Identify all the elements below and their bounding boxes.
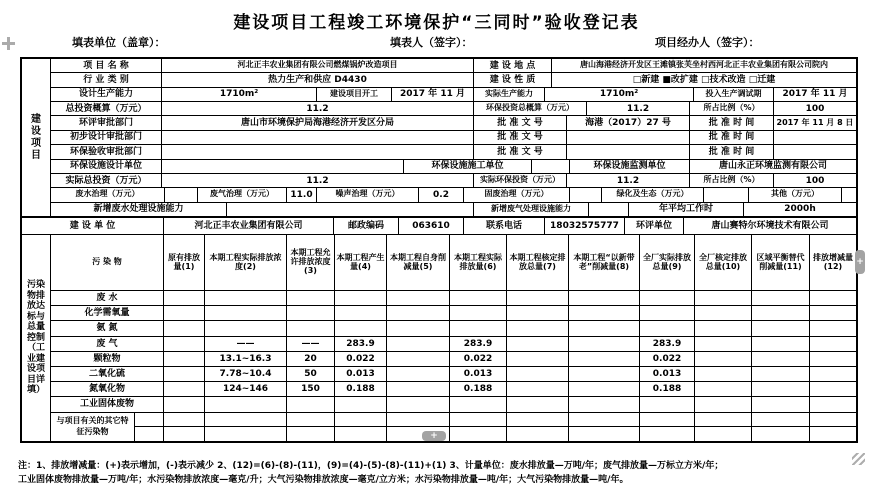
form-label-cell: 本期工程实际排放浓度(2): [205, 235, 287, 290]
add-row-button[interactable]: +: [422, 431, 446, 441]
form-label-cell: 二氧化硫: [51, 367, 164, 381]
form-value-cell: [569, 367, 640, 381]
form-label-cell: 本期工程自身削减量(5): [387, 235, 450, 290]
form-value-cell: [507, 321, 569, 335]
form-value-cell: [810, 306, 856, 320]
form-value-cell: [569, 413, 640, 427]
form-value-cell: [507, 427, 569, 441]
form-value-cell: [752, 306, 810, 320]
table-row: [51, 203, 856, 216]
form-value-cell: [335, 321, 387, 335]
form-value-cell: □新建 ■改扩建 □技术改造 □迁建: [632, 75, 776, 85]
form-value-cell: 2017 年 11 月 8 日: [776, 117, 854, 127]
form-value-cell: [640, 291, 695, 305]
form-value-cell: [810, 337, 856, 351]
form-label-cell: 批 准 文 号: [474, 116, 567, 129]
form-value-cell: [165, 188, 198, 201]
form-value-cell: [569, 427, 640, 441]
form-value-cell: [695, 352, 752, 366]
form-value-cell: 0.188: [450, 382, 507, 396]
form-value-cell: [752, 413, 810, 427]
form-label-cell: 实际环保投资（万元）: [474, 174, 567, 187]
table-row: [51, 306, 856, 321]
form-value-cell: [695, 367, 752, 381]
form-value-cell: [387, 367, 450, 381]
form-label-cell: 新增废气处理设施能力: [474, 203, 589, 216]
form-label-cell: 所占比例（%）: [690, 174, 774, 187]
form-value-cell: [589, 203, 629, 216]
form-value-cell: [164, 291, 205, 305]
form-value-cell: 11.2: [162, 174, 474, 187]
form-value-cell: [695, 382, 752, 396]
form-label-cell: 联系电话: [464, 218, 545, 234]
table-row: [51, 116, 856, 130]
table-row: [51, 131, 856, 145]
form-value-cell: [164, 367, 205, 381]
form-value-cell: 河北正丰农业集团有限公司: [164, 218, 334, 234]
construction-unit-row: [22, 218, 856, 235]
form-label-cell: 批 准 时 间: [690, 145, 774, 158]
pollutant-section-side-label: 污染物排放达标与总量控制（工业建设项目详填）: [22, 235, 51, 441]
form-value-cell: 0.188: [640, 382, 695, 396]
form-label-cell: 行 业 类 别: [51, 73, 162, 86]
form-label-cell: 废水治理（万元）: [51, 188, 165, 201]
form-value-cell: 唐山市环境保护局海港经济开发区分局: [162, 116, 474, 129]
table-row: [51, 145, 856, 159]
table-row: [51, 291, 856, 306]
form-value-cell: [205, 427, 287, 441]
form-value-cell: [450, 427, 507, 441]
form-value-cell: [164, 397, 205, 411]
form-value-cell: [205, 321, 287, 335]
form-label-cell: 固废治理（万元）: [464, 188, 570, 201]
form-value-cell: [135, 427, 164, 441]
form-value-cell: 0.022: [450, 352, 507, 366]
form-value-cell: 2017 年 11 月: [392, 88, 474, 101]
form-value-cell: [205, 397, 287, 411]
form-value-cell: [162, 145, 474, 158]
form-value-cell: [164, 321, 205, 335]
form-label-cell: 污 染 物: [51, 235, 164, 290]
project-handler-label: 项目经办人（签字）：: [655, 36, 760, 49]
form-value-cell: [450, 413, 507, 427]
form-value-cell: [752, 291, 810, 305]
table-row: [51, 160, 856, 174]
footnotes: [18, 459, 864, 487]
form-label-cell: 邮政编码: [334, 218, 399, 234]
form-value-cell: [164, 306, 205, 320]
add-column-button[interactable]: +: [855, 250, 865, 274]
form-value-cell: 唐山赛特尔环境技术有限公司: [711, 220, 829, 231]
form-label-cell: 排放增减量(12): [813, 252, 853, 271]
footnote-line-1: 注：1、排放增减量：(+)表示增加，(-)表示减少 2、(12)=(6)-(8)-(11)，(9)=(4)-(5)-(8)-(11)+(1) 3、计量单位：废水排放量—万吨/年；废气排放量—万标立方米/年；: [18, 461, 724, 471]
form-value-cell: [569, 321, 640, 335]
form-label-cell: 工业固体废物: [51, 397, 164, 411]
form-label-cell: 与项目有关的其它特征污染物: [51, 413, 135, 441]
form-value-cell: [164, 413, 205, 427]
form-value-cell: [752, 321, 810, 335]
form-value-cell: [135, 413, 164, 427]
table-row: [51, 367, 856, 382]
project-info-section: [22, 59, 856, 218]
form-value-cell: 13.1~16.3: [205, 352, 287, 366]
form-value-cell: [569, 337, 640, 351]
table-row: [51, 102, 856, 116]
form-value-cell: 海港（2017）27 号: [567, 116, 690, 129]
form-value-cell: [164, 337, 205, 351]
form-label-cell: 建 设 单 位: [22, 218, 164, 234]
form-value-cell: [640, 397, 695, 411]
form-value-cell: [387, 413, 450, 427]
form-value-cell: [695, 413, 752, 427]
form-label-cell: 氮氧化物: [51, 382, 164, 396]
form-value-cell: [640, 306, 695, 320]
table-row: [51, 59, 856, 73]
form-value-cell: [507, 352, 569, 366]
form-label-cell: 批 准 时 间: [690, 116, 774, 129]
form-value-cell: [387, 337, 450, 351]
move-handle-icon[interactable]: [2, 37, 15, 50]
form-value-cell: [450, 397, 507, 411]
table-row: [51, 88, 856, 102]
form-label-cell: 噪声治理（万元）: [317, 188, 419, 201]
form-value-cell: [752, 367, 810, 381]
form-value-cell: ——: [287, 337, 335, 351]
form-label-cell: 原有排放量(1): [164, 235, 205, 290]
form-value-cell: 0.022: [335, 352, 387, 366]
form-value-cell: [752, 397, 810, 411]
form-value-cell: [507, 291, 569, 305]
form-value-cell: 0.013: [335, 367, 387, 381]
form-value-cell: 11.0: [287, 188, 317, 201]
form-value-cell: 283.9: [450, 337, 507, 351]
form-label-cell: 全厂实际排放总量(9): [640, 235, 695, 290]
form-value-cell: 18032575777: [545, 218, 625, 234]
form-value-cell: [567, 131, 690, 144]
form-value-cell: [335, 397, 387, 411]
form-value-cell: [569, 352, 640, 366]
form-value-cell: [752, 352, 810, 366]
form-label-cell: 批 准 时 间: [690, 131, 774, 144]
form-label-cell: 全厂核定排放总量(10): [695, 235, 752, 290]
form-value-cell: 11.2: [162, 102, 474, 115]
form-value-cell: [570, 188, 602, 201]
form-value-cell: 283.9: [640, 337, 695, 351]
form-value-cell: [774, 145, 856, 158]
form-value-cell: 1710m²: [162, 88, 317, 101]
form-value-cell: [164, 427, 205, 441]
form-value-cell: 河北正丰农业集团有限公司燃煤锅炉改造项目: [162, 59, 474, 72]
form-value-cell: 热力生产和供应 D4430: [162, 73, 474, 86]
form-value-cell: 150: [287, 382, 335, 396]
form-value-cell: [774, 131, 856, 144]
form-value-cell: [810, 382, 856, 396]
fill-unit-label: 填表单位（盖章）：: [72, 36, 166, 49]
form-label-cell: 批 准 文 号: [474, 131, 567, 144]
form-value-cell: [387, 382, 450, 396]
form-value-cell: 0.013: [450, 367, 507, 381]
form-value-cell: [507, 413, 569, 427]
form-value-cell: 063610: [399, 218, 464, 234]
form-value-cell: [695, 337, 752, 351]
form-value-cell: 11.2: [567, 174, 690, 187]
form-value-cell: [205, 306, 287, 320]
form-value-cell: [450, 321, 507, 335]
form-value-cell: ——: [205, 337, 287, 351]
table-row: [51, 382, 856, 397]
form-label-cell: 设计生产能力: [51, 88, 162, 101]
form-label-cell: 总投资概算（万元）: [51, 102, 162, 115]
form-value-cell: [640, 321, 695, 335]
form-value-cell: [287, 397, 335, 411]
form-value-cell: [704, 188, 749, 201]
form-label-cell: 实际生产能力: [474, 88, 545, 101]
form-label-cell: 废气治理（万元）: [198, 188, 287, 201]
fill-person-label: 填表人（签字）：: [390, 36, 473, 49]
table-row: [51, 188, 856, 202]
form-value-cell: [387, 306, 450, 320]
form-value-cell: [569, 306, 640, 320]
form-value-cell: 7.78~10.4: [205, 367, 287, 381]
form-value-cell: [507, 382, 569, 396]
form-label-cell: 新增废水处理设施能力: [51, 203, 227, 216]
form-value-cell: [842, 188, 856, 201]
form-value-cell: [164, 352, 205, 366]
form-value-cell: 2017 年 11 月: [782, 89, 848, 100]
form-value-cell: [335, 413, 387, 427]
form-value-cell: [569, 291, 640, 305]
form-label-cell: 本期工程核定排放总量(7): [507, 235, 569, 290]
other-pollutants-row-group: [51, 413, 856, 441]
form-value-cell: [569, 397, 640, 411]
form-value-cell: [752, 382, 810, 396]
footnote-line-2: 工业固体废物排放量—万吨/年；水污染物排放浓度—毫克/升；大气污染物排放浓度—毫克/立方米；水污染物排放量—吨/年；大气污染物排放量—吨/年。: [18, 475, 629, 485]
form-label-cell: 环评单位: [625, 218, 684, 234]
form-value-cell: 唐山海港经济开发区王滩镇张芙坐村西河北正丰农业集团有限公司院内: [580, 60, 828, 70]
form-value-cell: 124~146: [205, 382, 287, 396]
form-value-cell: [205, 413, 287, 427]
form-label-cell: 废 气: [51, 337, 164, 351]
form-label-cell: 废 水: [51, 291, 164, 305]
form-value-cell: 1710m²: [545, 88, 694, 101]
form-label-cell: 本期工程允许排放浓度(3): [287, 235, 335, 290]
form-value-cell: [205, 291, 287, 305]
form-value-cell: [335, 306, 387, 320]
form-value-cell: [640, 413, 695, 427]
form-label-cell: 项 目 名 称: [51, 59, 162, 72]
form-value-cell: 50: [287, 367, 335, 381]
form-value-cell: 2000h: [784, 204, 816, 215]
form-value-cell: [810, 397, 856, 411]
form-value-cell: [387, 291, 450, 305]
form-value-cell: [287, 413, 335, 427]
table-row: [51, 73, 856, 87]
form-value-cell: 0.022: [640, 352, 695, 366]
form-value-cell: [695, 291, 752, 305]
form-value-cell: [507, 306, 569, 320]
form-value-cell: [532, 160, 570, 173]
resize-handle[interactable]: [852, 453, 865, 465]
form-value-cell: [695, 397, 752, 411]
form-label-cell: 区域平衡替代削减量(11): [752, 235, 810, 290]
form-value-cell: [567, 145, 690, 158]
form-value-cell: [335, 291, 387, 305]
form-label-cell: 颗粒物: [51, 352, 164, 366]
form-value-cell: [569, 382, 640, 396]
form-label-cell: 建设项目开工: [317, 88, 392, 101]
form-value-cell: [227, 203, 474, 216]
form-value-cell: [387, 352, 450, 366]
form-label-cell: 初步设计审批部门: [51, 131, 162, 144]
form-value-cell: [752, 337, 810, 351]
pollutant-header-row: [51, 235, 856, 291]
form-value-cell: 20: [287, 352, 335, 366]
form-value-cell: 0.2: [419, 188, 464, 201]
form-value-cell: [507, 397, 569, 411]
form-value-cell: [810, 291, 856, 305]
form-value-cell: [287, 321, 335, 335]
form-label-cell: 建 设 性 质: [474, 73, 552, 86]
form-value-cell: 100: [805, 175, 825, 186]
form-value-cell: [752, 427, 810, 441]
form-value-cell: [695, 321, 752, 335]
form-value-cell: [450, 306, 507, 320]
form-value-cell: 100: [805, 103, 825, 114]
form-label-cell: 本期工程产生量(4): [335, 235, 387, 290]
table-row: [51, 321, 856, 336]
table-row: [135, 413, 856, 428]
form-value-cell: [387, 397, 450, 411]
form-value-cell: [810, 413, 856, 427]
form-value-cell: [810, 367, 856, 381]
form-value-cell: [450, 291, 507, 305]
form-value-cell: 0.188: [335, 382, 387, 396]
form-value-cell: [810, 321, 856, 335]
form-label-cell: 其他（万元）: [749, 188, 842, 201]
table-row: [51, 337, 856, 352]
form-label-cell: 氨 氮: [51, 321, 164, 335]
form-value-cell: [162, 160, 404, 173]
form-label-cell: 化学需氧量: [51, 306, 164, 320]
form-value-cell: [162, 131, 474, 144]
registration-form-table: [20, 57, 858, 443]
form-value-cell: [507, 337, 569, 351]
page-title: 建设项目工程竣工环境保护“三同时”验收登记表: [233, 13, 640, 33]
form-value-cell: [287, 291, 335, 305]
form-value-cell: [287, 427, 335, 441]
form-label-cell: 绿化及生态（万元）: [602, 188, 704, 201]
form-label-cell: 本期工程“以新带老”削减量(8): [569, 235, 640, 290]
form-label-cell: 批 准 文 号: [474, 145, 567, 158]
form-label-cell: 投入生产调试期: [694, 88, 774, 101]
form-label-cell: 年平均工作时: [629, 203, 744, 216]
form-value-cell: 0.013: [640, 367, 695, 381]
form-label-cell: 环保设施监测单位: [570, 160, 690, 173]
form-label-cell: 环保设施设计单位: [51, 160, 162, 173]
form-label-cell: 建 设 地 点: [474, 59, 552, 72]
table-row: [135, 427, 856, 441]
form-value-cell: [695, 306, 752, 320]
form-label-cell: 环保投资总概算（万元）: [474, 102, 587, 115]
form-label-cell: 实际总投资（万元）: [51, 174, 162, 187]
form-value-cell: [640, 427, 695, 441]
form-value-cell: [287, 306, 335, 320]
form-value-cell: [507, 367, 569, 381]
form-value-cell: [387, 321, 450, 335]
form-value-cell: [695, 427, 752, 441]
table-row: [51, 397, 856, 412]
project-section-side-label: 建设项目: [22, 59, 51, 216]
form-value-cell: 唐山永正环境监测有限公司: [718, 161, 827, 172]
table-row: [51, 174, 856, 188]
table-row: [51, 352, 856, 367]
form-label-cell: 所占比例（%）: [690, 102, 774, 115]
form-label-cell: 本期工程实际排放量(6): [450, 235, 507, 290]
form-label-cell: 环保验收审批部门: [51, 145, 162, 158]
form-value-cell: 283.9: [335, 337, 387, 351]
pollutant-section: [22, 235, 856, 441]
form-value-cell: [810, 352, 856, 366]
form-label-cell: 环评审批部门: [51, 116, 162, 129]
form-value-cell: 11.2: [587, 102, 690, 115]
form-value-cell: [164, 382, 205, 396]
form-value-cell: [335, 427, 387, 441]
form-value-cell: [810, 427, 856, 441]
form-label-cell: 环保设施施工单位: [404, 160, 532, 173]
